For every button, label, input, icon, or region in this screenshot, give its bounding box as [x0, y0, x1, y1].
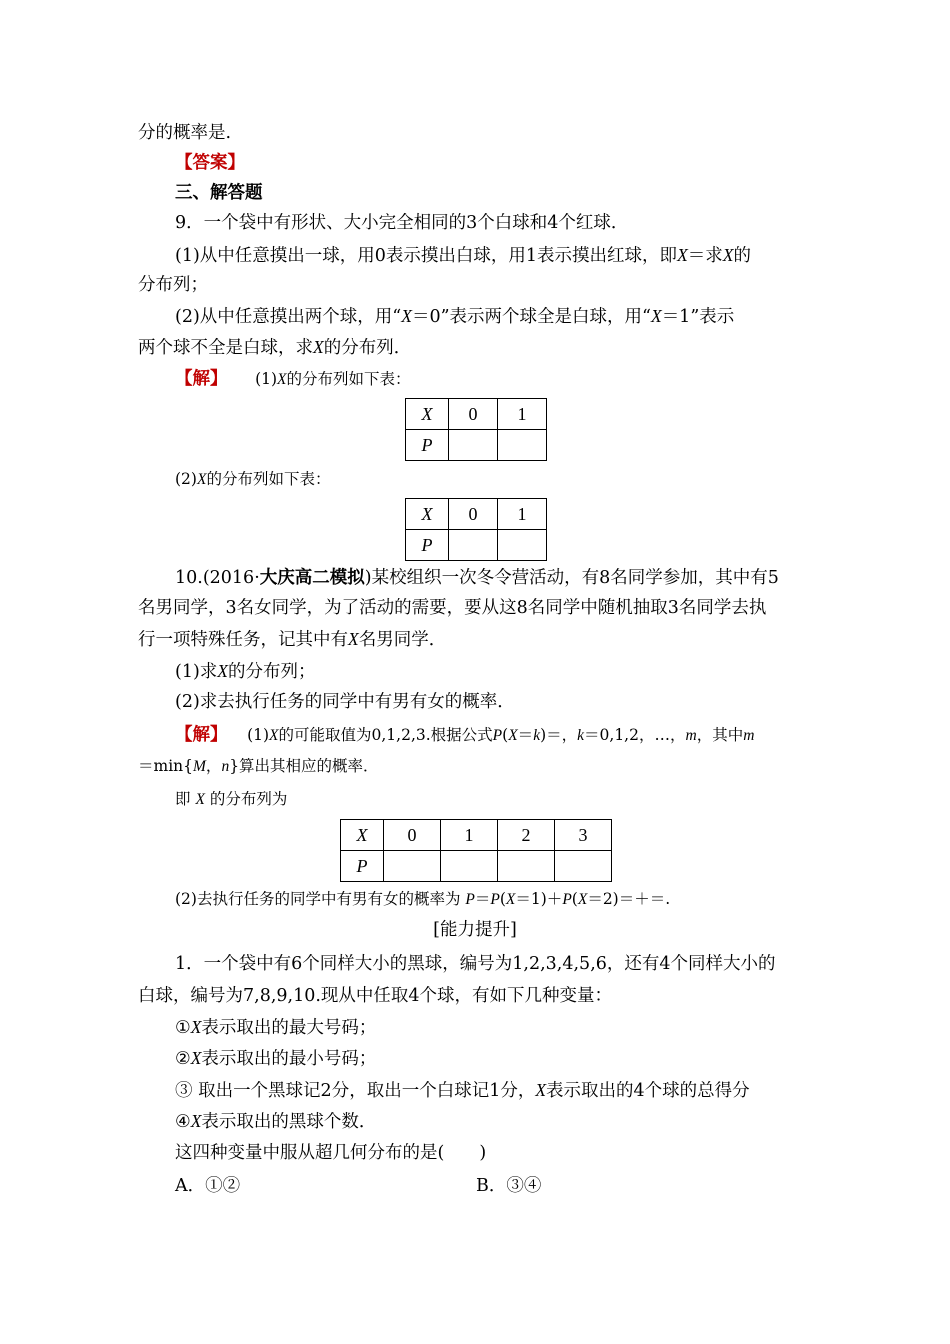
section-heading: 三、解答题 [175, 183, 263, 203]
table-cell [384, 851, 441, 882]
q9-solution-2: (2)X的分布列如下表： [175, 470, 331, 488]
q9-part2-cont: 两个球不全是白球，求X的分布列． [138, 337, 412, 358]
q10-solution-2: (2)去执行任务的同学中有男有女的概率为 P＝P(X＝1)＋P(X＝2)＝＋＝. [175, 890, 671, 908]
q1-option-4: ④X表示取出的黑球个数． [175, 1111, 377, 1132]
table-cell: 0 [449, 499, 498, 530]
q9-distribution-table-2 [405, 498, 547, 561]
q1-option-2: ②X表示取出的最小号码； [175, 1048, 377, 1069]
table-cell: 1 [498, 499, 547, 530]
q9-stem: 9．一个袋中有形状、大小完全相同的3个白球和4个红球． [175, 213, 629, 233]
q10-part2: (2)求去执行任务的同学中有男有女的概率． [175, 692, 515, 712]
q9-part1-cont: 分布列； [138, 275, 208, 295]
q9-part2: (2)从中任意摸出两个球，用“X＝0”表示两个球全是白球，用“X＝1”表示 [175, 306, 735, 327]
q10-line-1: 10.(2016·大庆高二模拟)某校组织一次冬令营活动，有8名同学参加，其中有5 [175, 568, 779, 588]
q1-option-1: ①X表示取出的最大号码； [175, 1017, 377, 1038]
table-cell: 0 [384, 820, 441, 851]
q1-line-2: 白球，编号为7,8,9,10.现从中任取4个球，有如下几种变量： [138, 986, 613, 1006]
table-cell [498, 430, 547, 461]
q9-solution-1: 【解】 (1)X的分布列如下表： [175, 369, 411, 389]
q1-line-1: 1．一个袋中有6个同样大小的黑球，编号为1,2,3,4,5,6，还有4个同样大小的 [175, 954, 776, 974]
solution-tag: 【解】 [175, 725, 228, 745]
q1-choice-b: B．③④ [476, 1176, 542, 1196]
table-header-p: P [406, 530, 449, 561]
q10-distribution-intro: 即 X 的分布列为 [175, 790, 288, 808]
q1-choice-a: A．①② [175, 1176, 241, 1196]
table-cell [498, 851, 555, 882]
table-header-x: X [341, 820, 384, 851]
table-cell: 2 [498, 820, 555, 851]
table-header-p: P [406, 430, 449, 461]
table-cell: 3 [555, 820, 612, 851]
table-cell: 1 [498, 399, 547, 430]
table-cell: 1 [441, 820, 498, 851]
q1-question: 这四种变量中服从超几何分布的是( ) [175, 1143, 487, 1163]
top-line: 分的概率是. [138, 123, 232, 143]
table-cell [555, 851, 612, 882]
table-cell [498, 530, 547, 561]
q1-option-3: ③ 取出一个黑球记2分，取出一个白球记1分，X表示取出的4个球的总得分 [175, 1080, 750, 1101]
q10-line-2: 名男同学，3名女同学，为了活动的需要，要从这8名同学中随机抽取3名同学去执 [138, 598, 767, 618]
q10-solution-1-cont: ＝min{M，n}算出其相应的概率． [138, 757, 379, 775]
q10-solution-1: 【解】 (1)X的可能取值为0,1,2,3.根据公式P(X＝k)＝，k＝0,1,2，…，m，其中m [175, 725, 755, 745]
table-header-x: X [406, 399, 449, 430]
ability-heading: [能力提升] [433, 920, 517, 940]
q10-line-3: 行一项特殊任务，记其中有X名男同学． [138, 629, 447, 650]
table-cell [441, 851, 498, 882]
table-header-x: X [406, 499, 449, 530]
q10-part1: (1)求X的分布列； [175, 661, 316, 682]
q9-distribution-table-1 [405, 398, 547, 461]
q9-part1: (1)从中任意摸出一球，用0表示摸出白球，用1表示摸出红球，即X＝求X的 [175, 245, 751, 266]
answer-tag: 【答案】 [175, 153, 245, 173]
table-cell [449, 430, 498, 461]
solution-tag: 【解】 [175, 369, 228, 389]
table-cell: 0 [449, 399, 498, 430]
q10-distribution-table [340, 819, 612, 882]
table-header-p: P [341, 851, 384, 882]
table-cell [449, 530, 498, 561]
